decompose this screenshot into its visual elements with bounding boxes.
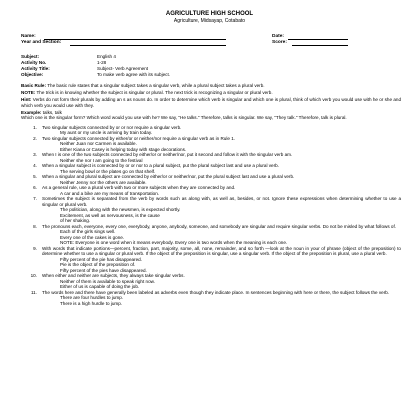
note-text: The trick is in knowing whether the subject is singular or plural. The next trick is recognizing a singular or plural verb. xyxy=(36,90,273,96)
rule-note: NOTE: Everyone is one word when it means everybody. Every one is two words when the meaning is each one. xyxy=(60,240,288,246)
example-sentence: Neither Jenny nor the others are available. xyxy=(60,179,147,185)
info-label: Activity No. xyxy=(21,60,47,65)
example-sentence: Fifty percent of the pie has disappeared. xyxy=(60,256,142,262)
hint-text: Verbs do not form their plurals by adding an s as nouns do. In order to determine which verb is singular and which one is plural, think of which verb you would use with he or she and which verb you would use with they. xyxy=(21,97,401,108)
example-sentence: Neither she nor I am going to the festival xyxy=(60,157,143,163)
rule-text: Two singular subjects connected by either/or or neither/nor require a singular verb as in Rule 1. xyxy=(42,135,236,141)
info-activity-title xyxy=(21,66,148,72)
rule-number: 7. xyxy=(33,196,37,202)
rule-number: 10. xyxy=(30,273,37,279)
example-sentence: The politician, along with the newsmen, is expected shortly. xyxy=(60,207,181,213)
rule-text: Sometimes the subject is separated from the verb by words such as along with, as well as, besides, or not. Ignore these expressions when determining whether to use a singular or plural verb. xyxy=(42,196,401,207)
info-label: Subject: xyxy=(21,54,40,59)
rule-item xyxy=(21,136,401,142)
rule-number: 3. xyxy=(33,152,37,158)
rule-item xyxy=(21,163,401,169)
which-paragraph: Which one is the singular form? Which word would you use with he? We say, "He talks." Therefore, talks is singular. We say, "They talk." Therefore, talk is plural. xyxy=(21,115,347,121)
example-sentence: of her shaking. xyxy=(60,218,91,224)
rule-item xyxy=(21,224,401,230)
example-sentence: Neither Juan nor Carmen is available. xyxy=(60,141,137,147)
example-sentence: There are four hurdles to jump. xyxy=(60,295,124,301)
rule-number: 2. xyxy=(33,135,37,141)
info-value: Subject- Verb Agreement xyxy=(97,66,149,71)
rule-number: 11. xyxy=(30,289,37,295)
rule-text: The pronouns each, everyone, every one, everybody, anyone, anybody, someone, and somebody are singular and require singular verbs. Do not be misled by what follows of. xyxy=(42,223,397,229)
rule-text: The words here and there have generally been labeled as adverbs even though they indicate place. In sentences beginning with here or there, the subject follows the verb. xyxy=(42,289,390,295)
example-sentence: Either of us is capable of doing the job. xyxy=(60,284,140,290)
example-label: Example: xyxy=(21,109,42,115)
example-sentence: The serving bowl or the plates go on that shelf. xyxy=(60,168,156,174)
rules-list xyxy=(21,125,401,307)
example-sentence: My aunt or my uncle is arriving by train today. xyxy=(60,130,153,136)
date-field[interactable] xyxy=(288,39,348,40)
rule-text: With words that indicate portions—percent, fraction, part, majority, some, all, none, remainder, and so forth —look at the noun in your of phrase (object of the preposition) to determine whether to use a singular or plural verb. If the object of the preposition is singular, use a singular verb. If the object of the preposition is plural, use a plural verb. xyxy=(42,245,401,257)
date-label: Date: xyxy=(272,34,284,39)
note-label: NOTE: xyxy=(21,90,36,96)
info-objective xyxy=(21,72,170,78)
year-section-label: Year and Section: xyxy=(21,40,62,45)
rule-number: 4. xyxy=(33,163,37,169)
info-value: 1-28 xyxy=(97,60,107,65)
hint-label: Hint: xyxy=(21,97,32,103)
score-label: Score: xyxy=(272,40,287,45)
rule-number: 8. xyxy=(33,223,37,229)
rule-item xyxy=(21,273,401,279)
example-text: talks, talk xyxy=(42,109,62,115)
rule-number: 9. xyxy=(33,245,37,251)
info-subject xyxy=(21,54,116,60)
hint-paragraph xyxy=(21,97,401,108)
basic-rule-text: The basic rule states that a singular subject takes a singular verb, while a plural subject takes a plural verb. xyxy=(47,83,265,88)
basic-rule xyxy=(21,83,401,89)
info-value: To make verb agree with its subject. xyxy=(97,72,171,77)
rule-text: Two singular subjects connected by or or nor require a singular verb. xyxy=(42,124,182,130)
rule-item xyxy=(21,185,401,191)
example-sentence: Fifty percent of the pies have disappeared. xyxy=(60,267,147,273)
info-label: Objective: xyxy=(21,72,44,77)
school-address: Agriculture, Midsayap, Cotabato xyxy=(173,18,246,24)
example-sentence: A car and a bike are my means of transportation. xyxy=(60,190,160,196)
rule-text: When I is one of the two subjects connected by either/or or neither/nor, put it second and follow it with the singular verb am. xyxy=(42,152,293,158)
name-label: Name: xyxy=(21,34,36,39)
rule-item xyxy=(21,246,401,257)
info-label: Activity Title: xyxy=(21,66,50,71)
note-paragraph xyxy=(21,90,401,96)
rule-number: 6. xyxy=(33,185,37,191)
name-field[interactable] xyxy=(44,39,226,40)
example-sentence: Pie is the object of the preposition of. xyxy=(60,262,136,268)
rule-item xyxy=(21,174,401,180)
example-sentence: There is a high hurdle to jump. xyxy=(60,300,123,306)
rule-text: When a singular subject is connected by or or nor to a plural subject, put the plural subject last and use a plural verb. xyxy=(42,163,279,169)
worksheet-body xyxy=(21,83,401,306)
rule-text: When a singular and plural subject are connected by either/or or neither/nor, put the plural subject last and use a plural verb. xyxy=(42,174,295,180)
example-sentence: Every one of the cakes is gone. xyxy=(60,234,125,240)
example-sentence: Either Kiana or Casey is helping today with stage decorations. xyxy=(60,146,187,152)
year-section-field[interactable] xyxy=(70,45,226,46)
info-activity-no xyxy=(21,60,106,66)
rule-item xyxy=(21,125,401,131)
example-sentence: Each of the girls sings well. xyxy=(60,229,116,235)
score-field[interactable] xyxy=(292,45,348,46)
basic-rule-label: Basic Rule: xyxy=(21,83,47,88)
example-sentence: Excitement, as well as nervousness, is the cause xyxy=(60,212,160,218)
rule-text: When either and neither are subjects, they always take singular verbs. xyxy=(42,273,185,279)
example-sentence: Neither of them is available to speak right now. xyxy=(60,278,155,284)
rule-number: 5. xyxy=(33,174,37,180)
rule-number: 1. xyxy=(33,124,37,130)
rule-item xyxy=(21,152,401,158)
rule-item xyxy=(21,290,401,296)
rule-text: As a general rule, use a plural verb with two or more subjects when they are connected by and. xyxy=(42,185,236,191)
info-value: English 4 xyxy=(97,54,116,59)
school-name: AGRICULTURE HIGH SCHOOL xyxy=(165,11,254,17)
rule-item xyxy=(21,196,401,207)
